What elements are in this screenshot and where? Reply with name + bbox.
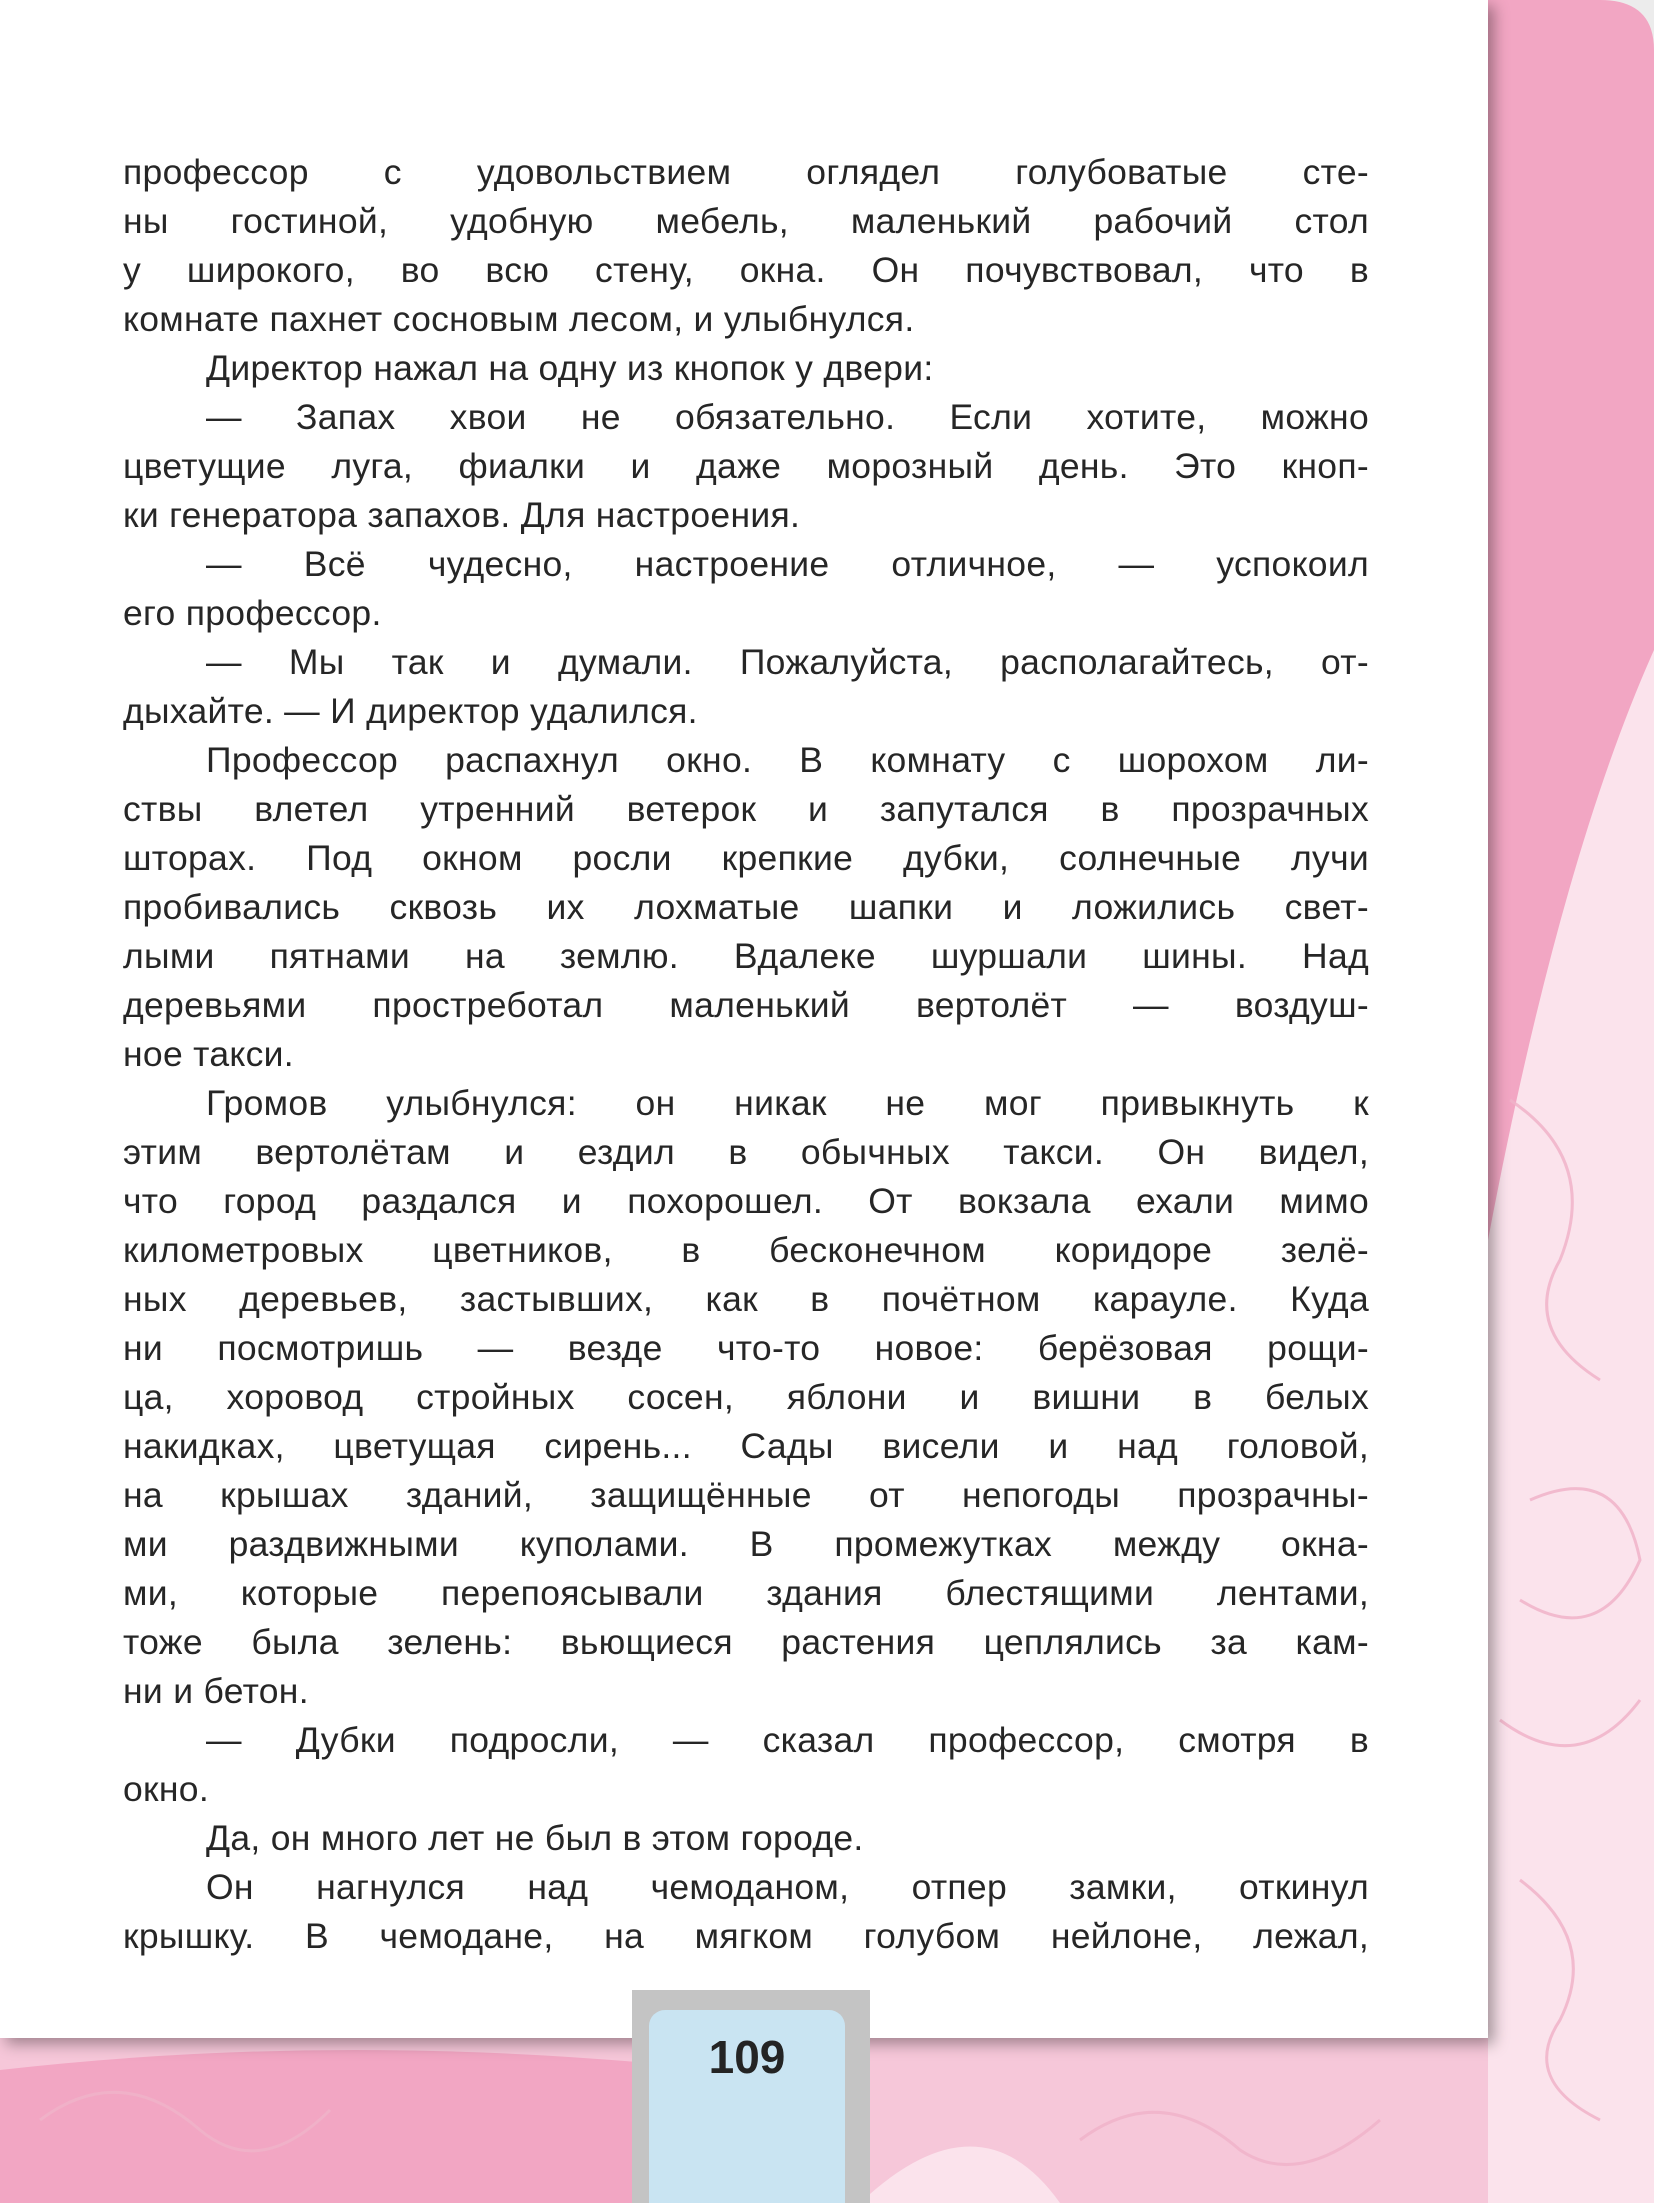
text-line: — Мы так и думали. Пожалуйста, располагайтесь, от- xyxy=(206,642,1369,682)
text-line: на крышах зданий, защищённые от непогоды прозрачны- xyxy=(123,1475,1369,1515)
text-line: цветущие луга, фиалки и даже морозный день. Это кноп- xyxy=(123,446,1369,486)
text-line: ца, хоровод стройных сосен, яблони и вишни в белых xyxy=(123,1377,1369,1417)
text-line: — Запах хвои не обязательно. Если хотите, можно xyxy=(206,397,1369,437)
text-line: крышку. В чемодане, на мягком голубом нейлоне, лежал, xyxy=(123,1916,1369,1956)
text-line: ки генератора запахов. Для настроения. xyxy=(123,495,801,535)
text-line: профессор с удовольствием оглядел голубоватые сте- xyxy=(123,152,1369,192)
text-line: что город раздался и похорошел. От вокзала ехали мимо xyxy=(123,1181,1369,1221)
text-line: ни и бетон. xyxy=(123,1671,309,1711)
text-line: Профессор распахнул окно. В комнату с шорохом ли- xyxy=(206,740,1369,780)
text-line: — Всё чудесно, настроение отличное, — успокоил xyxy=(206,544,1369,584)
text-line: этим вертолётам и ездил в обычных такси. Он видел, xyxy=(123,1132,1369,1172)
text-line: дыхайте. — И директор удалился. xyxy=(123,691,698,731)
text-line: ми, которые перепоясывали здания блестящими лентами, xyxy=(123,1573,1369,1613)
text-line: пробивались сквозь их лохматые шапки и ложились свет- xyxy=(123,887,1369,927)
text-line: комнате пахнет сосновым лесом, и улыбнулся. xyxy=(123,299,915,339)
text-line: окно. xyxy=(123,1769,209,1809)
text-line: накидках, цветущая сирень... Сады висели и над головой, xyxy=(123,1426,1369,1466)
text-line: ное такси. xyxy=(123,1034,294,1074)
text-line: деревьями простреботал маленький вертолёт — воздуш- xyxy=(123,985,1369,1025)
text-line: ствы влетел утренний ветерок и запутался в прозрачных xyxy=(123,789,1369,829)
text-line: Да, он много лет не был в этом городе. xyxy=(206,1818,864,1858)
text-line: шторах. Под окном росли крепкие дубки, солнечные лучи xyxy=(123,838,1369,878)
text-line: ны гостиной, удобную мебель, маленький рабочий стол xyxy=(123,201,1369,241)
text-line: Он нагнулся над чемоданом, отпер замки, откинул xyxy=(206,1867,1369,1907)
text-line: ных деревьев, застывших, как в почётном карауле. Куда xyxy=(123,1279,1369,1319)
text-line: у широкого, во всю стену, окна. Он почувствовал, что в xyxy=(123,250,1369,290)
text-line: ми раздвижными куполами. В промежутках между окна- xyxy=(123,1524,1369,1564)
text-line: Директор нажал на одну из кнопок у двери: xyxy=(206,348,934,388)
story-text xyxy=(123,148,1369,1961)
text-line: — Дубки подросли, — сказал профессор, смотря в xyxy=(206,1720,1369,1760)
text-line: Громов улыбнулся: он никак не мог привыкнуть к xyxy=(206,1083,1369,1123)
text-line: лыми пятнами на землю. Вдалеке шуршали шины. Над xyxy=(123,936,1369,976)
text-line: километровых цветников, в бесконечном коридоре зелё- xyxy=(123,1230,1369,1270)
text-line: его профессор. xyxy=(123,593,382,633)
text-line: ни посмотришь — везде что-то новое: берёзовая рощи- xyxy=(123,1328,1369,1368)
page-number: 109 xyxy=(649,2010,845,2203)
text-line: тоже была зелень: вьющиеся растения цеплялись за кам- xyxy=(123,1622,1369,1662)
